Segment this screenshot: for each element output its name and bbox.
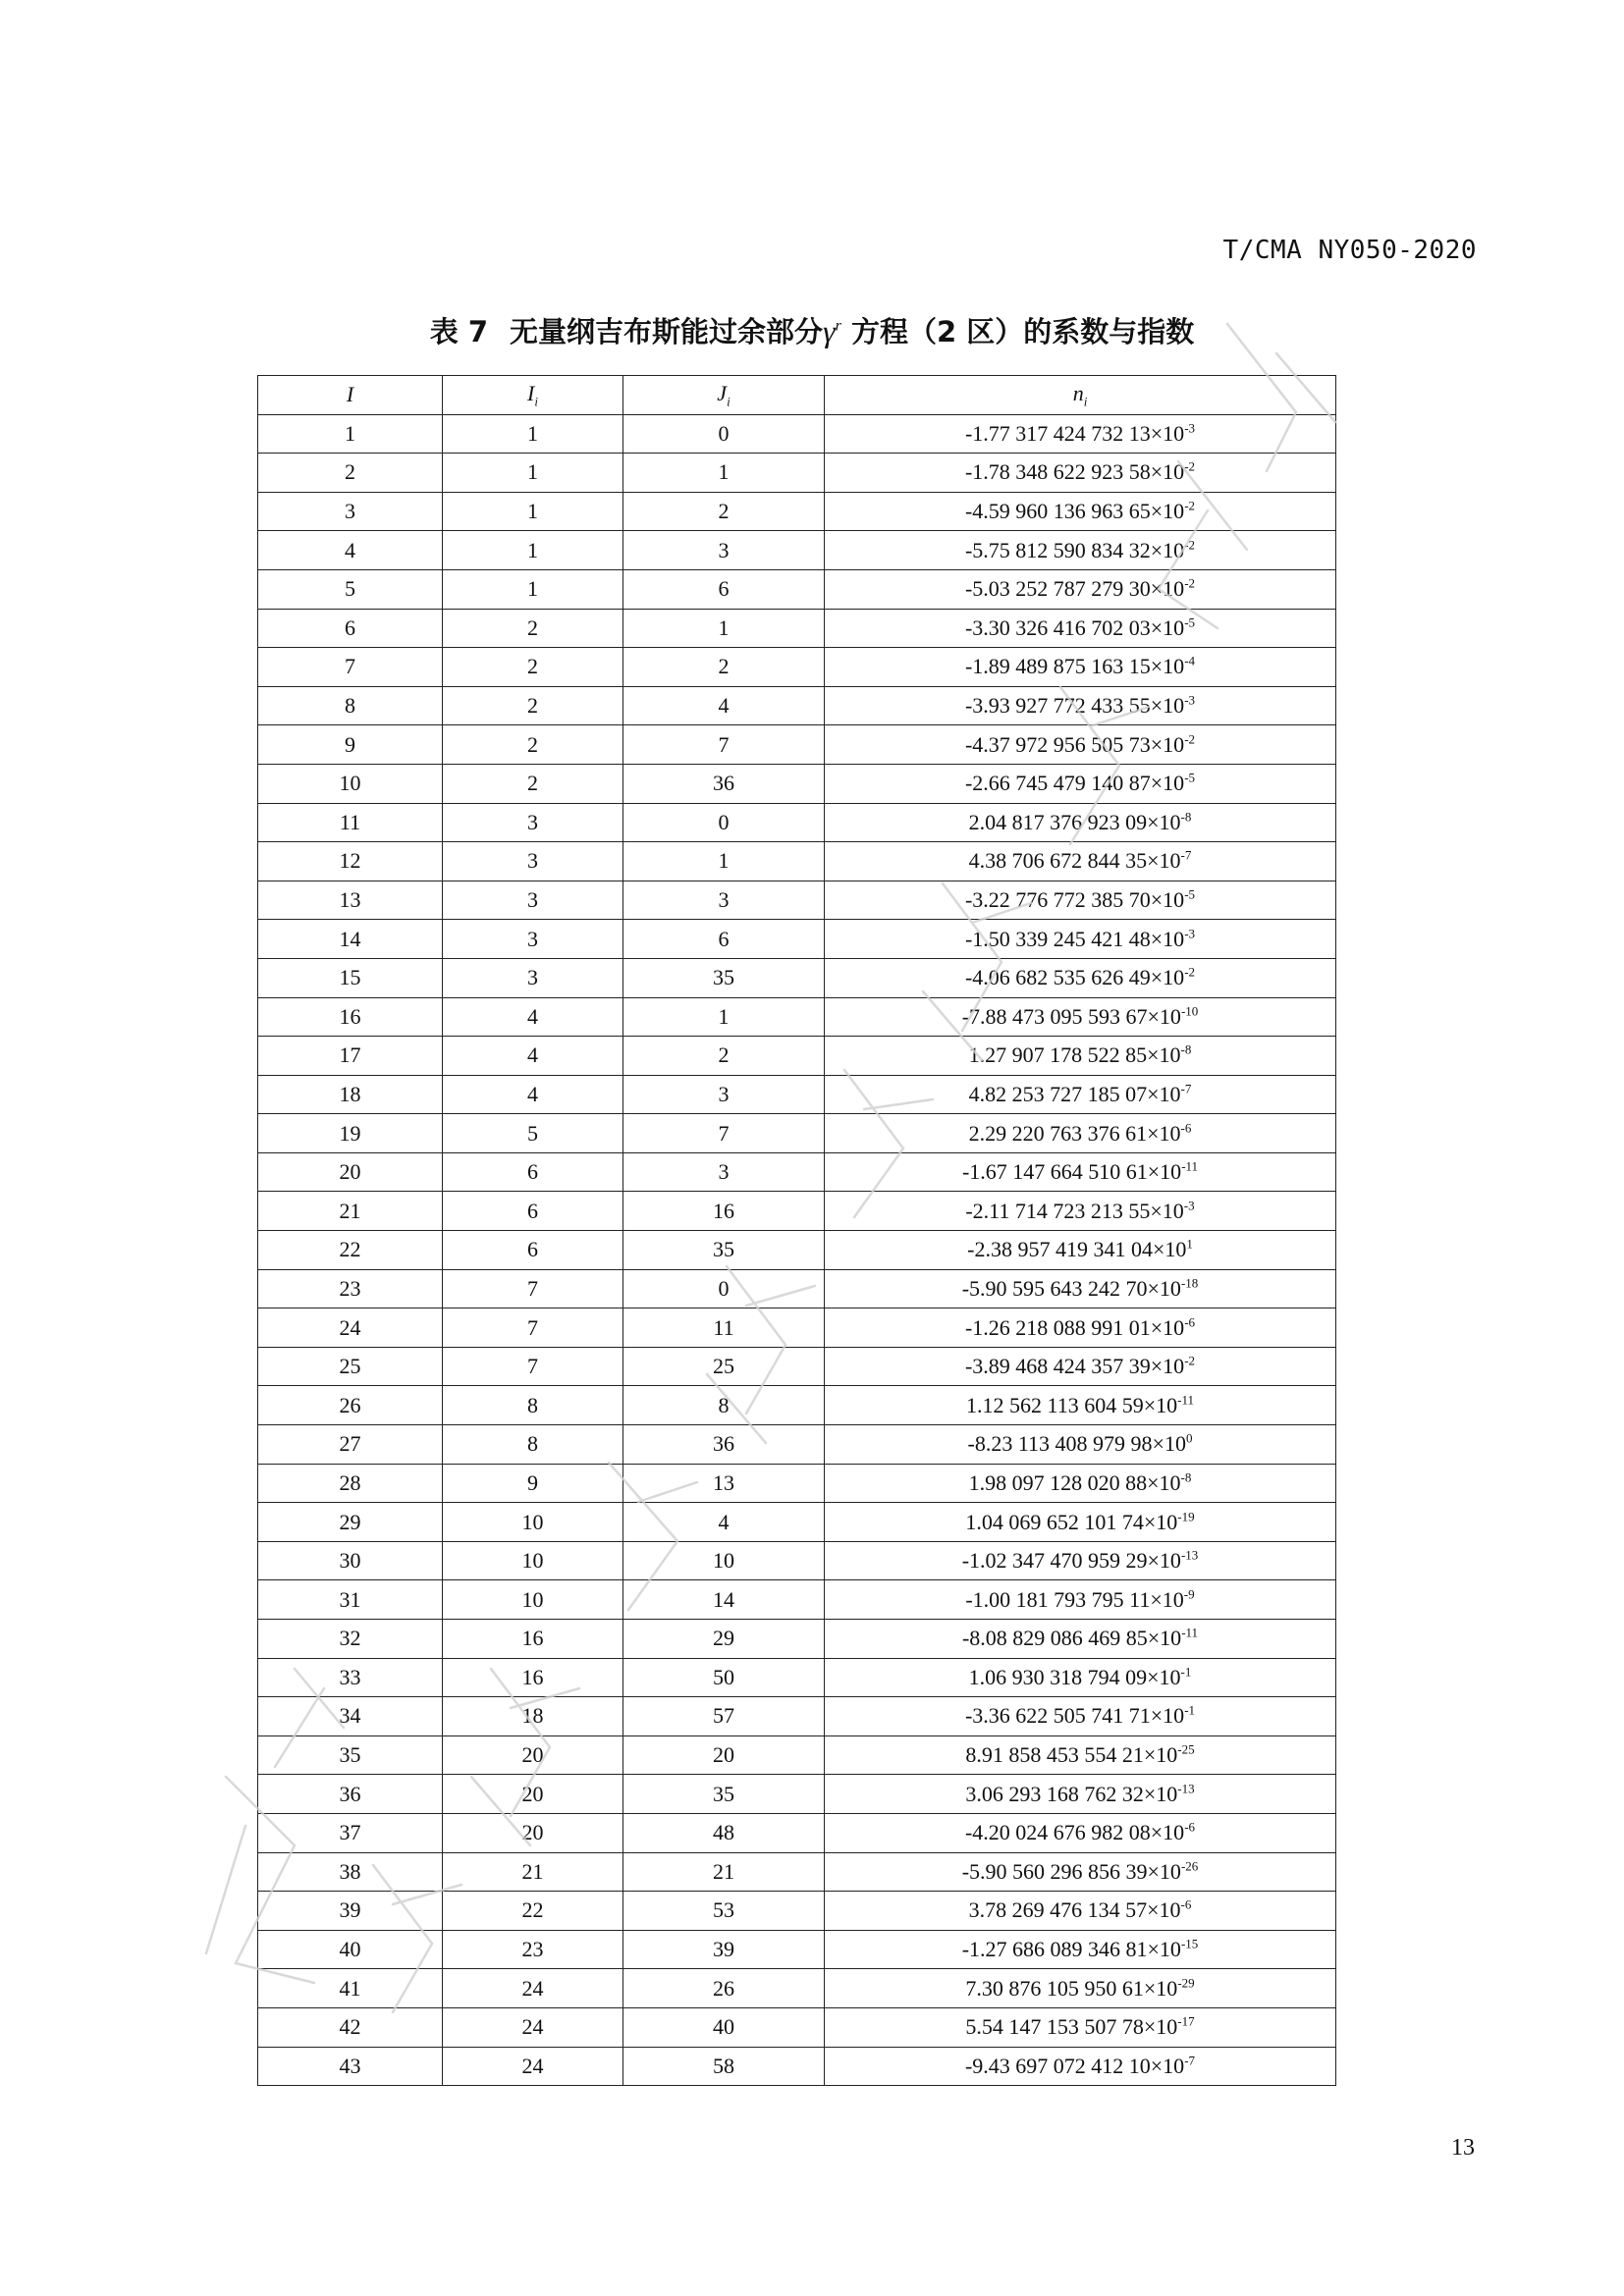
table-cell: 57	[623, 1697, 825, 1736]
table-row	[258, 1541, 1336, 1580]
table-cell: 2	[258, 454, 443, 493]
table-row	[258, 1735, 1336, 1775]
table-cell: 48	[623, 1813, 825, 1852]
table-cell: 36	[623, 1425, 825, 1465]
table-cell: 24	[443, 1969, 623, 2008]
coefficient-cell: 3.78 269 476 134 $57\times 10^{-6}$	[825, 1892, 1336, 1931]
table-cell: 10	[258, 764, 443, 803]
table-cell: 3	[443, 958, 623, 997]
gamma-symbol: $\gamma^r$	[823, 313, 841, 348]
table-cell: 26	[258, 1386, 443, 1425]
table-cell: 3	[258, 492, 443, 531]
table-cell: 21	[258, 1192, 443, 1231]
table-cell: 1	[258, 414, 443, 454]
coefficient-cell: -4.06 682 535 626 $49\times 10^{-2}$	[825, 958, 1336, 997]
table-cell: 3	[623, 531, 825, 570]
title-text-after: 方程（2 区）的系数与指数	[850, 315, 1195, 348]
table-cell: 7	[623, 1114, 825, 1153]
table-cell: 14	[258, 920, 443, 959]
table-cell: 41	[258, 1969, 443, 2008]
table-row	[258, 531, 1336, 570]
table-cell: 6	[623, 569, 825, 609]
table-row	[258, 686, 1336, 725]
table-cell: 10	[443, 1541, 623, 1580]
table-cell: 37	[258, 1813, 443, 1852]
table-body	[258, 414, 1336, 2086]
table-cell: 1	[443, 414, 623, 454]
table-row	[258, 1930, 1336, 1969]
table-cell: 4	[623, 1503, 825, 1542]
table-cell: 15	[258, 958, 443, 997]
table-row	[258, 842, 1336, 881]
table-row	[258, 958, 1336, 997]
coefficient-cell: 1.27 907 178 522 $85\times 10^{-8}$	[825, 1037, 1336, 1076]
table-cell: 13	[258, 881, 443, 920]
coefficient-cell: -1.26 218 088 991 $01\times 10^{-6}$	[825, 1308, 1336, 1348]
coefficient-cell: -9.43 697 072 412 $10\times 10^{-7}$	[825, 2047, 1336, 2086]
table-cell: 0	[623, 1269, 825, 1308]
coefficient-cell: 4.38 706 672 844 $35\times 10^{-7}$	[825, 842, 1336, 881]
coefficient-cell: -4.59 960 136 963 $65\times 10^{-2}$	[825, 492, 1336, 531]
table-cell: 39	[623, 1930, 825, 1969]
table-row	[258, 725, 1336, 765]
table-cell: 10	[623, 1541, 825, 1580]
table-cell: 4	[443, 997, 623, 1037]
table-row	[258, 1114, 1336, 1153]
table-cell: 2	[443, 648, 623, 687]
coefficient-cell: -2.66 745 479 140 $87\times 10^{-5}$	[825, 764, 1336, 803]
table-cell: 3	[443, 842, 623, 881]
table-cell: 24	[443, 2047, 623, 2086]
table-row	[258, 1152, 1336, 1192]
table-row	[258, 1892, 1336, 1931]
table-cell: 4	[443, 1075, 623, 1114]
table-cell: 16	[443, 1620, 623, 1659]
coefficient-cell: -5.75 812 590 834 $32\times 10^{-2}$	[825, 531, 1336, 570]
table-title	[0, 310, 1624, 350]
column-header: $n_i$	[825, 376, 1336, 415]
table-cell: 0	[623, 803, 825, 842]
page-number: 13	[1451, 2135, 1475, 2161]
table-cell: 2	[443, 764, 623, 803]
table-cell: 1	[623, 454, 825, 493]
table-cell: 4	[258, 531, 443, 570]
table-row	[258, 1075, 1336, 1114]
table-cell: 40	[258, 1930, 443, 1969]
table-row	[258, 2047, 1336, 2086]
table-cell: 16	[623, 1192, 825, 1231]
table-cell: 19	[258, 1114, 443, 1153]
table-cell: 18	[258, 1075, 443, 1114]
table-cell: 6	[443, 1192, 623, 1231]
table-row	[258, 1425, 1336, 1465]
coefficient-cell: -1.02 347 470 959 $29\times 10^{-13}$	[825, 1541, 1336, 1580]
table-row	[258, 1775, 1336, 1814]
table-cell: 7	[443, 1308, 623, 1348]
table-row	[258, 1269, 1336, 1308]
coefficient-cell: -3.22 776 772 385 $70\times 10^{-5}$	[825, 881, 1336, 920]
table-cell: 4	[443, 1037, 623, 1076]
table-row	[258, 1969, 1336, 2008]
coefficient-cell: -1.27 686 089 346 $81\times 10^{-15}$	[825, 1930, 1336, 1969]
coefficient-cell: 1.12 562 113 604 $59\times 10^{-11}$	[825, 1386, 1336, 1425]
table-cell: 7	[623, 725, 825, 765]
table-cell: 14	[623, 1580, 825, 1620]
table-cell: 3	[443, 803, 623, 842]
table-cell: 22	[258, 1231, 443, 1270]
table-cell: 20	[258, 1152, 443, 1192]
table-cell: 16	[258, 997, 443, 1037]
coefficient-cell: -1.89 489 875 163 $15\times 10^{-4}$	[825, 648, 1336, 687]
table-cell: 35	[623, 1231, 825, 1270]
table-row	[258, 1192, 1336, 1231]
table-cell: 3	[623, 1152, 825, 1192]
table-cell: 0	[623, 414, 825, 454]
table-cell: 20	[443, 1813, 623, 1852]
table-row	[258, 2007, 1336, 2047]
column-header: $I_i$	[443, 376, 623, 415]
table-cell: 1	[443, 454, 623, 493]
table-row	[258, 1464, 1336, 1503]
table-row	[258, 997, 1336, 1037]
table-row	[258, 1697, 1336, 1736]
table-cell: 42	[258, 2007, 443, 2047]
table-row	[258, 414, 1336, 454]
table-cell: 18	[443, 1697, 623, 1736]
table-cell: 3	[443, 881, 623, 920]
table-cell: 3	[623, 1075, 825, 1114]
table-cell: 5	[443, 1114, 623, 1153]
coefficient-cell: 8.91 858 453 554 $21\times 10^{-25}$	[825, 1735, 1336, 1775]
table-cell: 11	[623, 1308, 825, 1348]
table-cell: 2	[443, 609, 623, 648]
coefficient-cell: 7.30 876 105 950 $61\times 10^{-29}$	[825, 1969, 1336, 2008]
coefficient-cell: -3.89 468 424 357 $39\times 10^{-2}$	[825, 1347, 1336, 1386]
coefficient-cell: -3.30 326 416 702 $03\times 10^{-5}$	[825, 609, 1336, 648]
table-cell: 5	[258, 569, 443, 609]
table-cell: 2	[623, 1037, 825, 1076]
table-row	[258, 1037, 1336, 1076]
table-row	[258, 881, 1336, 920]
table-cell: 30	[258, 1541, 443, 1580]
coefficient-cell: -8.23 113 408 979 $98\times 10^0$	[825, 1425, 1336, 1465]
table-cell: 9	[443, 1464, 623, 1503]
coefficient-cell: -1.78 348 622 923 $58\times 10^{-2}$	[825, 454, 1336, 493]
coefficient-table	[257, 375, 1336, 2086]
table-cell: 43	[258, 2047, 443, 2086]
table-cell: 21	[443, 1852, 623, 1892]
table-cell: 1	[623, 997, 825, 1037]
table-cell: 34	[258, 1697, 443, 1736]
table-label: 表 7	[429, 315, 489, 348]
table-cell: 1	[623, 842, 825, 881]
table-cell: 8	[623, 1386, 825, 1425]
table-row	[258, 803, 1336, 842]
table-row	[258, 1580, 1336, 1620]
table-cell: 7	[443, 1347, 623, 1386]
coefficient-cell: -2.11 714 723 213 $55\times 10^{-3}$	[825, 1192, 1336, 1231]
table-cell: 23	[443, 1930, 623, 1969]
table-cell: 9	[258, 725, 443, 765]
table-cell: 53	[623, 1892, 825, 1931]
coefficient-cell: 1.98 097 128 020 $88\times 10^{-8}$	[825, 1464, 1336, 1503]
table-cell: 20	[443, 1775, 623, 1814]
coefficient-cell: -1.50 339 245 421 $48\times 10^{-3}$	[825, 920, 1336, 959]
table-cell: 8	[443, 1425, 623, 1465]
coefficient-cell: 1.04 069 652 101 $74\times 10^{-19}$	[825, 1503, 1336, 1542]
table-cell: 1	[443, 531, 623, 570]
coefficient-cell: -5.90 595 643 242 $70\times 10^{-18}$	[825, 1269, 1336, 1308]
table-cell: 20	[623, 1735, 825, 1775]
table-cell: 27	[258, 1425, 443, 1465]
table-row	[258, 569, 1336, 609]
table-cell: 10	[443, 1503, 623, 1542]
table-cell: 2	[623, 492, 825, 531]
column-header: I	[258, 376, 443, 415]
table-cell: 7	[443, 1269, 623, 1308]
coefficient-cell: -4.20 024 676 982 $08\times 10^{-6}$	[825, 1813, 1336, 1852]
table-row	[258, 454, 1336, 493]
table-cell: 13	[623, 1464, 825, 1503]
coefficient-cell: 5.54 147 153 507 $78\times 10^{-17}$	[825, 2007, 1336, 2047]
table-cell: 20	[443, 1735, 623, 1775]
table-cell: 21	[623, 1852, 825, 1892]
table-cell: 6	[443, 1231, 623, 1270]
table-cell: 3	[623, 881, 825, 920]
table-cell: 2	[623, 648, 825, 687]
coefficient-cell: 2.04 817 376 923 $09\times 10^{-8}$	[825, 803, 1336, 842]
table-row	[258, 492, 1336, 531]
table-cell: 4	[623, 686, 825, 725]
table-row	[258, 1658, 1336, 1697]
table-cell: 28	[258, 1464, 443, 1503]
table-cell: 31	[258, 1580, 443, 1620]
table-cell: 35	[623, 958, 825, 997]
table-cell: 58	[623, 2047, 825, 2086]
table-cell: 50	[623, 1658, 825, 1697]
table-cell: 29	[258, 1503, 443, 1542]
table-row	[258, 764, 1336, 803]
table-cell: 33	[258, 1658, 443, 1697]
column-header: $J_i$	[623, 376, 825, 415]
table-cell: 36	[623, 764, 825, 803]
table-cell: 2	[443, 686, 623, 725]
table-cell: 35	[258, 1735, 443, 1775]
table-cell: 8	[258, 686, 443, 725]
table-cell: 22	[443, 1892, 623, 1931]
table-cell: 39	[258, 1892, 443, 1931]
table-cell: 10	[443, 1580, 623, 1620]
table-cell: 35	[623, 1775, 825, 1814]
coefficient-cell: -3.93 927 772 433 $55\times 10^{-3}$	[825, 686, 1336, 725]
coefficient-cell: -1.00 181 793 795 $11\times 10^{-9}$	[825, 1580, 1336, 1620]
table-cell: 38	[258, 1852, 443, 1892]
coefficient-cell: 4.82 253 727 185 $07\times 10^{-7}$	[825, 1075, 1336, 1114]
coefficient-cell: 3.06 293 168 762 $32\times 10^{-13}$	[825, 1775, 1336, 1814]
table-row	[258, 1503, 1336, 1542]
coefficient-cell: -5.03 252 787 279 $30\times 10^{-2}$	[825, 569, 1336, 609]
table-header-row	[258, 376, 1336, 415]
table-cell: 1	[443, 569, 623, 609]
table-cell: 23	[258, 1269, 443, 1308]
table-row	[258, 1308, 1336, 1348]
table-cell: 12	[258, 842, 443, 881]
table-cell: 11	[258, 803, 443, 842]
table-cell: 24	[258, 1308, 443, 1348]
table-row	[258, 1813, 1336, 1852]
coefficient-cell: -8.08 829 086 469 $85\times 10^{-11}$	[825, 1620, 1336, 1659]
table-cell: 6	[623, 920, 825, 959]
table-cell: 8	[443, 1386, 623, 1425]
table-row	[258, 920, 1336, 959]
table-cell: 16	[443, 1658, 623, 1697]
table-cell: 36	[258, 1775, 443, 1814]
table-cell: 26	[623, 1969, 825, 2008]
table-cell: 3	[443, 920, 623, 959]
coefficient-cell: -5.90 560 296 856 $39\times 10^{-26}$	[825, 1852, 1336, 1892]
table-cell: 25	[623, 1347, 825, 1386]
table-cell: 1	[623, 609, 825, 648]
coefficient-cell: 2.29 220 763 376 $61\times 10^{-6}$	[825, 1114, 1336, 1153]
table-cell: 17	[258, 1037, 443, 1076]
table-cell: 1	[443, 492, 623, 531]
table-row	[258, 1620, 1336, 1659]
title-text-before: 无量纲吉布斯能过余部分	[510, 315, 824, 348]
table-cell: 25	[258, 1347, 443, 1386]
table-row	[258, 1852, 1336, 1892]
table-cell: 29	[623, 1620, 825, 1659]
table-cell: 7	[258, 648, 443, 687]
coefficient-cell: -3.36 622 505 741 $71\times 10^{-1}$	[825, 1697, 1336, 1736]
table-cell: 32	[258, 1620, 443, 1659]
table-cell: 6	[258, 609, 443, 648]
table-row	[258, 1347, 1336, 1386]
table-row	[258, 609, 1336, 648]
table-row	[258, 1231, 1336, 1270]
coefficient-cell: -1.77 317 424 732 $13\times 10^{-3}$	[825, 414, 1336, 454]
coefficient-cell: -7.88 473 095 593 $67\times 10^{-10}$	[825, 997, 1336, 1037]
table-row	[258, 648, 1336, 687]
coefficient-cell: 1.06 930 318 794 $09\times 10^{-1}$	[825, 1658, 1336, 1697]
document-code: T/CMA NY050-2020	[1222, 236, 1477, 265]
coefficient-cell: -4.37 972 956 505 $73\times 10^{-2}$	[825, 725, 1336, 765]
table-cell: 24	[443, 2007, 623, 2047]
coefficient-cell: -1.67 147 664 510 $61\times 10^{-11}$	[825, 1152, 1336, 1192]
table-row	[258, 1386, 1336, 1425]
table-cell: 2	[443, 725, 623, 765]
coefficient-cell: -2.38 957 419 341 $04\times 10^1$	[825, 1231, 1336, 1270]
table-cell: 40	[623, 2007, 825, 2047]
table-cell: 6	[443, 1152, 623, 1192]
